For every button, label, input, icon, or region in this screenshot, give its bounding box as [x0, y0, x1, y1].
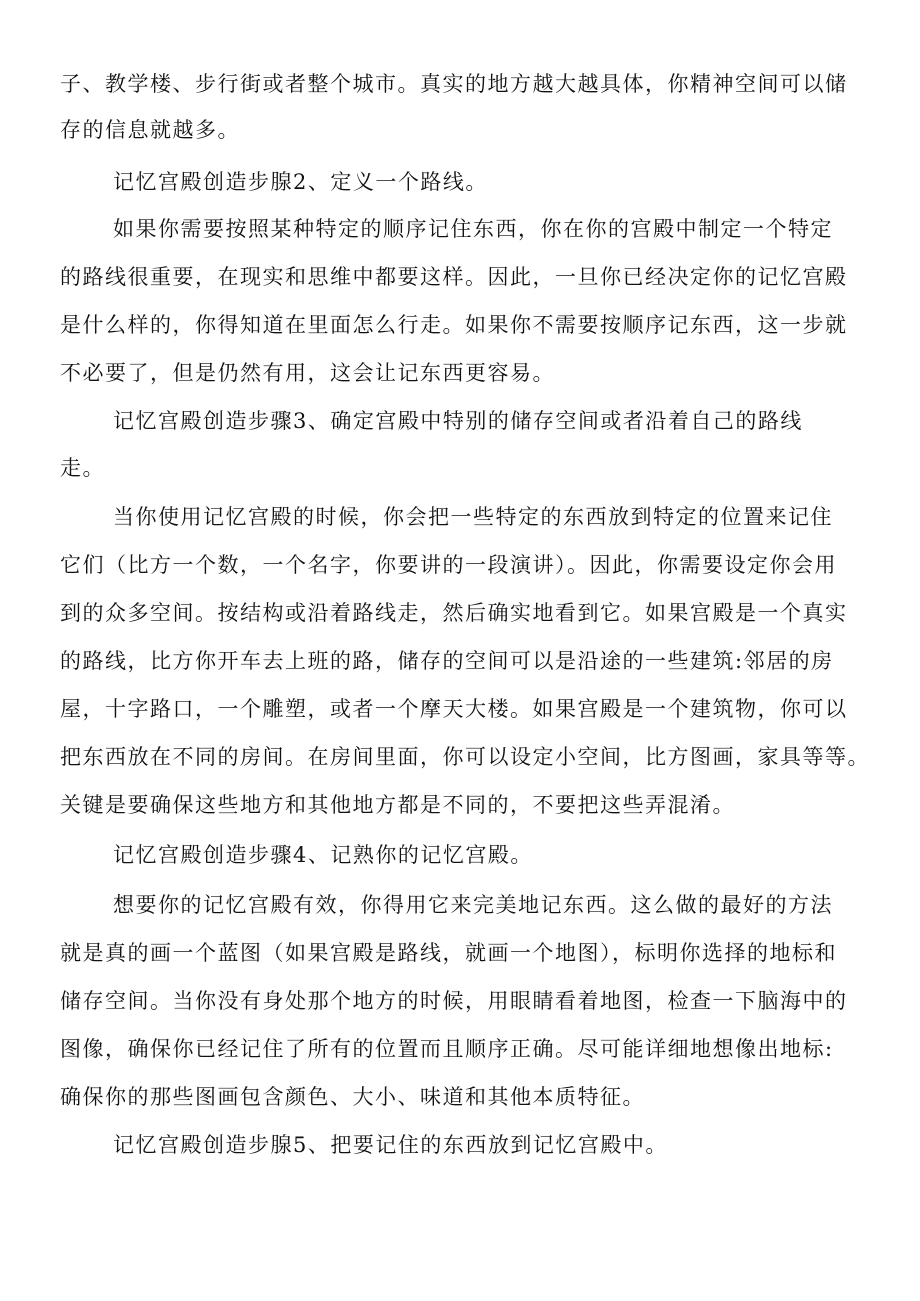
text-line: 的路线很重要，在现实和思维中都要这样。因此，一旦你已经决定你的记忆宫殿	[60, 265, 848, 289]
text-line: 不必要了，但是仍然有用，这会让记东西更容易。	[60, 361, 555, 385]
section-heading: 记忆宫殿创造步骤3、确定宫殿中特别的储存空间或者沿着自己的路线	[113, 409, 803, 433]
text-line: 屋，十字路口，一个雕塑，或者一个摩天大楼。如果宫殿是一个建筑物，你可以	[60, 697, 848, 721]
text-line: 存的信息就越多。	[60, 118, 240, 142]
section-heading: 记忆宫殿创造步腺2、定义一个路线。	[113, 170, 488, 194]
text-line: 子、教学楼、步行街或者整个城市。真实的地方越大越具体，你精神空间可以储	[60, 72, 848, 96]
text-line: 关键是要确保这些地方和其他地方都是不同的，不要把这些弄混淆。	[60, 793, 735, 817]
text-line: 确保你的那些图画包含颜色、大小、味道和其他本质特征。	[60, 1085, 645, 1109]
text-line: 把东西放在不同的房间。在房间里面，你可以设定小空间，比方图画，家具等等。	[60, 745, 870, 769]
text-line: 如果你需要按照某种特定的顺序记住东西，你在你的宫殿中制定一个特定	[113, 217, 833, 241]
text-line: 想要你的记忆宫殿有效，你得用它来完美地记东西。这么做的最好的方法	[113, 893, 833, 917]
text-line: 的路线，比方你开车去上班的路，储存的空间可以是沿途的一些建筑:邻居的房	[60, 649, 834, 673]
text-line: 就是真的画一个蓝图（如果宫殿是路线，就画一个地图），标明你选择的地标和	[60, 941, 837, 965]
text-line: 是什么样的，你得知道在里面怎么行走。如果你不需要按顺序记东西，这一步就	[60, 313, 848, 337]
text-line: 图像，确保你已经记住了所有的位置而且顺序正确。尽可能详细地想像出地标:	[60, 1037, 834, 1061]
text-line: 到的众多空间。按结构或沿着路线走，然后确实地看到它。如果宫殿是一个真实	[60, 601, 848, 625]
text-line: 走。	[60, 456, 105, 480]
section-heading: 记忆宫殿创造步骤4、记熟你的记忆宫殿。	[113, 843, 533, 867]
section-heading: 记忆宫殿创造步腺5、把要记住的东西放到记忆宫殿中。	[113, 1133, 668, 1157]
text-line: 它们（比方一个数，一个名字，你要讲的一段演讲）。因此，你需要设定你会用	[60, 553, 837, 577]
text-line: 储存空间。当你没有身处那个地方的时候，用眼睛看着地图，检查一下脑海中的	[60, 989, 848, 1013]
text-line: 当你使用记忆宫殿的时候，你会把一些特定的东西放到特定的位置来记住	[113, 505, 833, 529]
